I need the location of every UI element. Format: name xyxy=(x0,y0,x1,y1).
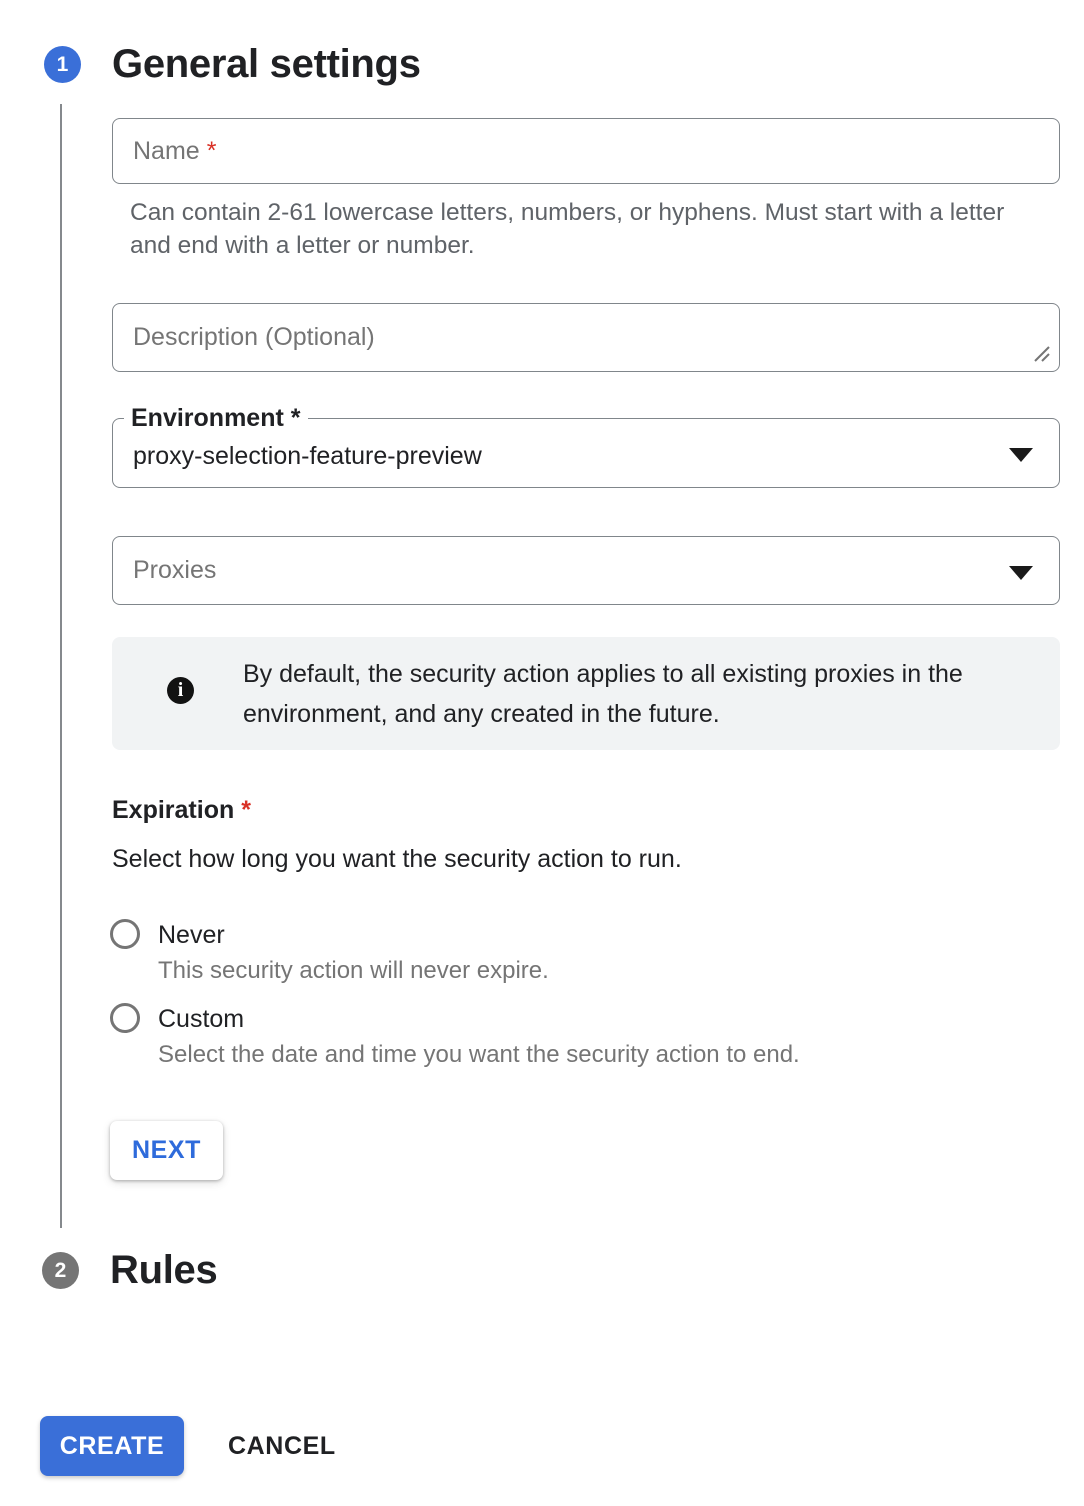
stepper-connector-line xyxy=(60,104,62,1228)
expiration-description: Select how long you want the security action to run. xyxy=(112,845,682,873)
chevron-down-icon xyxy=(1009,448,1033,462)
resize-handle-icon[interactable] xyxy=(1032,344,1052,364)
name-placeholder: Name xyxy=(133,136,200,165)
create-button[interactable]: CREATE xyxy=(40,1416,184,1476)
step-2-header[interactable] xyxy=(42,1248,217,1293)
step-1-badge: 1 xyxy=(44,46,81,83)
radio-custom-description: Select the date and time you want the security action to end. xyxy=(158,1041,800,1068)
next-button[interactable]: NEXT xyxy=(110,1121,223,1180)
step-2-badge: 2 xyxy=(42,1252,79,1289)
step-1-title: General settings xyxy=(112,42,421,86)
environment-select[interactable] xyxy=(112,404,1060,488)
radio-custom-label[interactable]: Custom xyxy=(158,1005,245,1033)
proxies-select[interactable] xyxy=(112,536,1060,605)
step-2-title: Rules xyxy=(110,1248,218,1292)
cancel-button[interactable]: CANCEL xyxy=(228,1416,336,1476)
name-required-asterisk: * xyxy=(206,136,217,165)
radio-custom[interactable] xyxy=(110,1003,140,1033)
environment-selected-value: proxy-selection-feature-preview xyxy=(133,441,482,470)
name-helper-text: Can contain 2-61 lowercase letters, numbers, or hyphens. Must start with a letter and end with a letter or number. xyxy=(130,199,1005,259)
radio-never-label[interactable]: Never xyxy=(158,921,225,949)
expiration-required-asterisk: * xyxy=(241,796,251,824)
proxies-placeholder: Proxies xyxy=(133,556,217,584)
expiration-label: Expiration * xyxy=(112,796,251,824)
radio-never[interactable] xyxy=(110,919,140,949)
radio-never-description: This security action will never expire. xyxy=(158,957,549,984)
info-icon: i xyxy=(167,677,194,704)
info-banner-text: By default, the security action applies to all existing proxies in the environment, and any created in the future. xyxy=(243,660,963,728)
proxies-info-banner xyxy=(112,637,1060,750)
description-placeholder: Description (Optional) xyxy=(133,323,375,351)
environment-required-asterisk: * xyxy=(290,404,301,432)
name-input[interactable] xyxy=(112,118,1060,184)
step-1-header[interactable] xyxy=(44,42,421,87)
description-textarea[interactable] xyxy=(112,303,1060,372)
environment-label: Environment * xyxy=(124,403,308,434)
chevron-down-icon xyxy=(1009,566,1033,580)
